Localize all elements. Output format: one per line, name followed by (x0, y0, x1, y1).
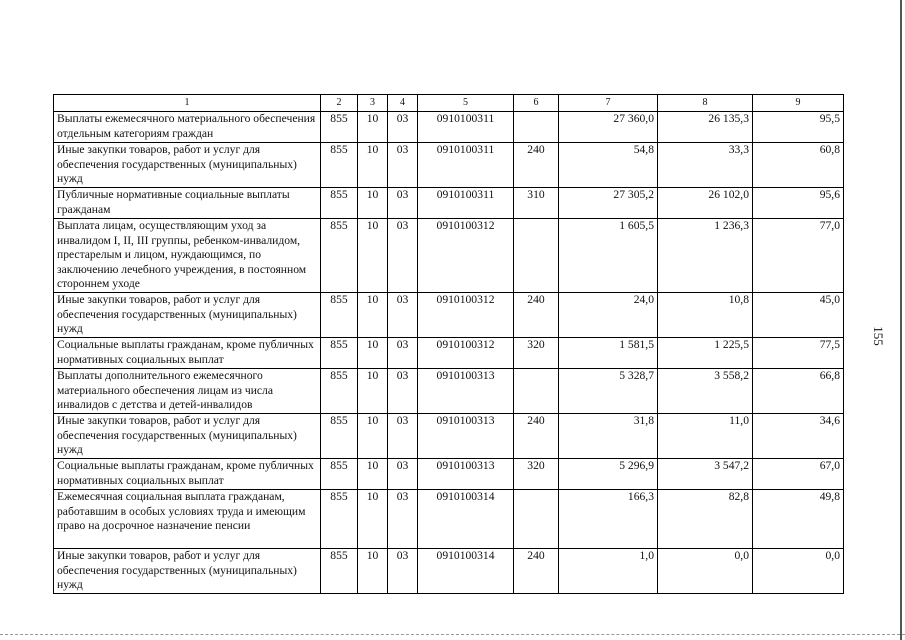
execution-percent: 60,8 (753, 143, 844, 188)
subsection-code: 03 (388, 188, 418, 219)
admin-code: 855 (321, 143, 358, 188)
table-row (54, 188, 844, 219)
planned-amount: 1 605,5 (559, 219, 658, 293)
table-row (54, 143, 844, 188)
section-code: 10 (358, 219, 388, 293)
admin-code: 855 (321, 490, 358, 549)
table-row (54, 369, 844, 414)
row-name: Публичные нормативные социальные выплаты гражданам (54, 188, 321, 219)
executed-amount: 33,3 (658, 143, 753, 188)
section-code: 10 (358, 459, 388, 490)
section-code: 10 (358, 143, 388, 188)
row-name: Выплаты дополнительного ежемесячного материального обеспечения лицам из числа инвалидов с детства и детей-инвалидов (54, 369, 321, 414)
target-article: 0910100312 (418, 338, 514, 369)
table-row (54, 293, 844, 338)
target-article: 0910100314 (418, 490, 514, 549)
column-number: 8 (658, 95, 753, 112)
execution-percent: 77,5 (753, 338, 844, 369)
target-article: 0910100313 (418, 459, 514, 490)
executed-amount: 82,8 (658, 490, 753, 549)
executed-amount: 3 547,2 (658, 459, 753, 490)
row-name: Ежемесячная социальная выплата гражданам, работавшим в особых условиях труда и имеющим право на досрочное назначение пенсии (54, 490, 321, 549)
column-number: 5 (418, 95, 514, 112)
column-number-row (54, 95, 844, 112)
target-article: 0910100313 (418, 414, 514, 459)
target-article: 0910100311 (418, 143, 514, 188)
execution-percent: 66,8 (753, 369, 844, 414)
row-name: Выплаты ежемесячного материального обеспечения отдельным категориям граждан (54, 112, 321, 143)
subsection-code: 03 (388, 414, 418, 459)
table-row (54, 490, 844, 549)
expense-type: 240 (514, 549, 559, 594)
expense-type: 320 (514, 338, 559, 369)
subsection-code: 03 (388, 219, 418, 293)
executed-amount: 10,8 (658, 293, 753, 338)
section-code: 10 (358, 490, 388, 549)
planned-amount: 166,3 (559, 490, 658, 549)
executed-amount: 26 102,0 (658, 188, 753, 219)
planned-amount: 5 296,9 (559, 459, 658, 490)
planned-amount: 5 328,7 (559, 369, 658, 414)
subsection-code: 03 (388, 459, 418, 490)
table-row (54, 459, 844, 490)
subsection-code: 03 (388, 143, 418, 188)
planned-amount: 31,8 (559, 414, 658, 459)
section-code: 10 (358, 549, 388, 594)
section-code: 10 (358, 293, 388, 338)
subsection-code: 03 (388, 338, 418, 369)
target-article: 0910100313 (418, 369, 514, 414)
admin-code: 855 (321, 414, 358, 459)
row-name: Социальные выплаты гражданам, кроме публичных нормативных социальных выплат (54, 459, 321, 490)
subsection-code: 03 (388, 112, 418, 143)
expense-type (514, 369, 559, 414)
row-name: Иные закупки товаров, работ и услуг для обеспечения государственных (муниципальных) нужд (54, 143, 321, 188)
target-article: 0910100312 (418, 293, 514, 338)
executed-amount: 26 135,3 (658, 112, 753, 143)
table-row (54, 414, 844, 459)
table-body (54, 95, 844, 594)
admin-code: 855 (321, 338, 358, 369)
planned-amount: 54,8 (559, 143, 658, 188)
subsection-code: 03 (388, 490, 418, 549)
table-row (54, 338, 844, 369)
expense-type: 240 (514, 293, 559, 338)
subsection-code: 03 (388, 293, 418, 338)
budget-table (53, 94, 844, 594)
admin-code: 855 (321, 293, 358, 338)
target-article: 0910100311 (418, 188, 514, 219)
execution-percent: 34,6 (753, 414, 844, 459)
column-number: 2 (321, 95, 358, 112)
admin-code: 855 (321, 112, 358, 143)
execution-percent: 0,0 (753, 549, 844, 594)
expense-type: 240 (514, 143, 559, 188)
page-edge (900, 0, 902, 640)
row-name: Иные закупки товаров, работ и услуг для обеспечения государственных (муниципальных) нужд (54, 293, 321, 338)
column-number: 6 (514, 95, 559, 112)
column-number: 9 (753, 95, 844, 112)
row-name: Социальные выплаты гражданам, кроме публичных нормативных социальных выплат (54, 338, 321, 369)
planned-amount: 1,0 (559, 549, 658, 594)
execution-percent: 49,8 (753, 490, 844, 549)
target-article: 0910100314 (418, 549, 514, 594)
section-code: 10 (358, 112, 388, 143)
subsection-code: 03 (388, 549, 418, 594)
section-code: 10 (358, 369, 388, 414)
admin-code: 855 (321, 549, 358, 594)
expense-type: 310 (514, 188, 559, 219)
execution-percent: 95,5 (753, 112, 844, 143)
executed-amount: 0,0 (658, 549, 753, 594)
table-row (54, 112, 844, 143)
row-name: Иные закупки товаров, работ и услуг для обеспечения государственных (муниципальных) нужд (54, 414, 321, 459)
admin-code: 855 (321, 369, 358, 414)
admin-code: 855 (321, 459, 358, 490)
column-number: 1 (54, 95, 321, 112)
expense-type (514, 219, 559, 293)
section-code: 10 (358, 414, 388, 459)
executed-amount: 3 558,2 (658, 369, 753, 414)
row-name: Иные закупки товаров, работ и услуг для обеспечения государственных (муниципальных) нужд (54, 549, 321, 594)
expense-type: 240 (514, 414, 559, 459)
section-code: 10 (358, 188, 388, 219)
executed-amount: 11,0 (658, 414, 753, 459)
scan-edge-line (0, 634, 905, 637)
execution-percent: 45,0 (753, 293, 844, 338)
subsection-code: 03 (388, 369, 418, 414)
column-number: 3 (358, 95, 388, 112)
section-code: 10 (358, 338, 388, 369)
row-name: Выплата лицам, осуществляющим уход за инвалидом I, II, III группы, ребенком-инвалидом, престарелым и лицом, нуждающимся, по заключению лечебного учреждения, в постоянном стороннем уходе (54, 219, 321, 293)
execution-percent: 67,0 (753, 459, 844, 490)
target-article: 0910100311 (418, 112, 514, 143)
admin-code: 855 (321, 188, 358, 219)
expense-type (514, 112, 559, 143)
target-article: 0910100312 (418, 219, 514, 293)
planned-amount: 1 581,5 (559, 338, 658, 369)
executed-amount: 1 225,5 (658, 338, 753, 369)
planned-amount: 27 305,2 (559, 188, 658, 219)
execution-percent: 77,0 (753, 219, 844, 293)
table-row (54, 549, 844, 594)
planned-amount: 27 360,0 (559, 112, 658, 143)
column-number: 7 (559, 95, 658, 112)
column-number: 4 (388, 95, 418, 112)
admin-code: 855 (321, 219, 358, 293)
expense-type: 320 (514, 459, 559, 490)
expense-type (514, 490, 559, 549)
page-number: 155 (870, 326, 886, 346)
table-row (54, 219, 844, 293)
execution-percent: 95,6 (753, 188, 844, 219)
executed-amount: 1 236,3 (658, 219, 753, 293)
planned-amount: 24,0 (559, 293, 658, 338)
